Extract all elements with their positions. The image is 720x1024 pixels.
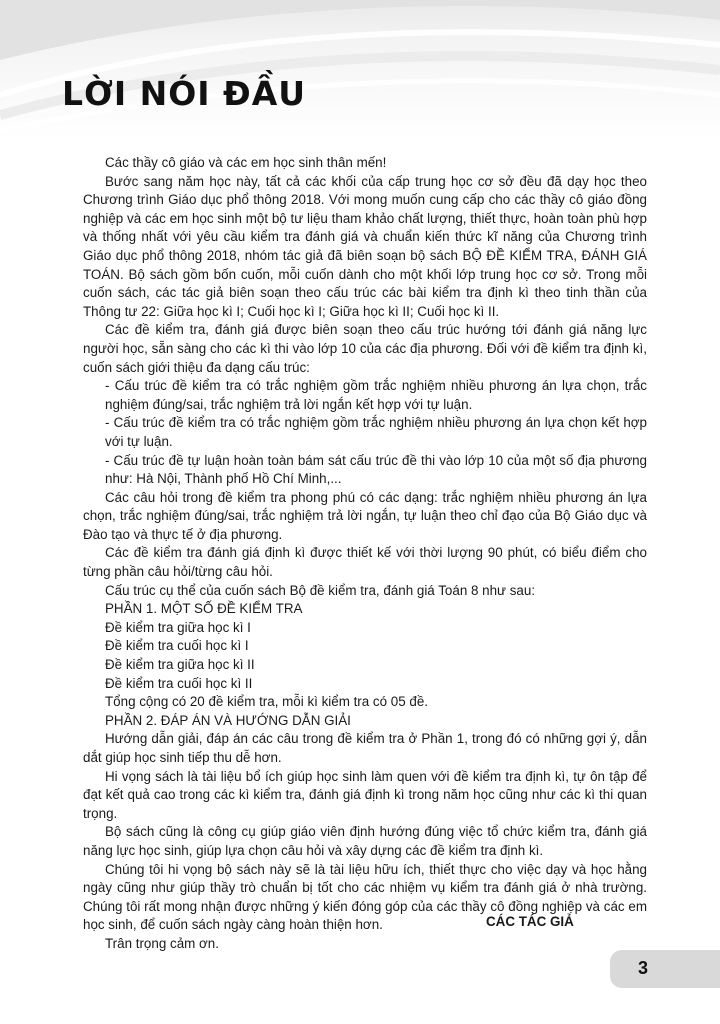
list-item: Đề kiểm tra cuối học kì I [105, 638, 249, 654]
paragraph: Cấu trúc cụ thể của cuốn sách Bộ đề kiểm tra, đánh giá Toán 8 như sau: [105, 582, 536, 598]
paragraph: Các câu hỏi trong đề kiểm tra phong phú có các dạng: trắc nghiệm nhiều phương án lựa chọn, trắc nghiệm đúng/sai, trắc nghiệm trả lời ngắn, tự luận theo chỉ đạo của Bộ Giáo dục và Đào tạo và thực tế ở địa phương. [83, 489, 647, 542]
paragraph: Các đề kiểm tra, đánh giá được biên soạn theo cấu trúc hướng tới đánh giá năng lực người học, sẵn sàng cho các kì thi vào lớp 10 của các địa phương. Đối với đề kiểm tra định kì, cuốn sách giới thiệu đa dạng cấu trúc: [83, 322, 647, 375]
section-heading: PHẦN 2. ĐÁP ÁN VÀ HƯỚNG DẪN GIẢI [105, 712, 351, 728]
section-heading: PHẦN 1. MỘT SỐ ĐỀ KIỂM TRA [105, 601, 303, 617]
list-item: Đề kiểm tra cuối học kì II [105, 675, 253, 691]
page-number-tab [610, 950, 720, 988]
list-item: - Cấu trúc đề tự luận hoàn toàn bám sát cấu trúc đề thi vào lớp 10 của một số địa phương như: Hà Nội, Thành phố Hồ Chí Minh,... [105, 452, 647, 487]
page-number: 3 [637, 958, 648, 978]
list-item: - Cấu trúc đề kiểm tra có trắc nghiệm gồm trắc nghiệm nhiều phương án lựa chọn kết hợp với tự luận. [105, 415, 647, 449]
header-band [0, 0, 720, 140]
body-text [83, 154, 647, 954]
paragraph: Hi vọng sách là tài liệu bổ ích giúp học sinh làm quen với đề kiểm tra định kì, tự ôn tập để đạt kết quả cao trong các kì kiểm tra, đánh giá định kì trong năm học cũng như các kì thi quan trọng. [83, 768, 647, 821]
paragraph-greeting: Các thầy cô giáo và các em học sinh thân mến! [105, 155, 387, 170]
list-item: Đề kiểm tra giữa học kì II [105, 657, 255, 673]
closing-line: Trân trọng cảm ơn. [105, 935, 219, 951]
paragraph: Các đề kiểm tra đánh giá định kì được thiết kế với thời lượng 90 phút, có biểu điểm cho từng phần câu hỏi/từng câu hỏi. [83, 545, 647, 580]
paragraph: Tổng cộng có 20 đề kiểm tra, mỗi kì kiểm tra có 05 đề. [105, 694, 429, 710]
paragraph: Bước sang năm học này, tất cả các khối của cấp trung học cơ sở đều đã dạy học theo Chương trình Giáo dục phổ thông 2018. Với mong muốn cung cấp cho các thầy cô giáo đồng nghiệp và các em học sinh một bộ tư liệu tham khảo chất lượng, thiết thực, hoàn toàn phù hợp và thống nhất với yêu cầu kiểm tra đánh giá và chuẩn kiến thức kĩ năng của Chương trình Giáo dục phổ thông 2018, nhóm tác giả đã biên soạn bộ sách BỘ ĐỀ KIỂM TRA, ĐÁNH GIÁ TOÁN. Bộ sách gồm bốn cuốn, mỗi cuốn dành cho một khối lớp trung học cơ sở. Trong mỗi cuốn sách, các tác giả biên soạn theo cấu trúc các bài kiểm tra định kì theo tinh thần của Thông tư 22: Giữa học kì I; Cuối học kì I; Giữa học kì II; Cuối học kì II. [83, 173, 647, 319]
paragraph: Chúng tôi hi vọng bộ sách này sẽ là tài liệu hữu ích, thiết thực cho việc dạy và học hằng ngày cũng như giúp thầy trò chuẩn bị tốt cho các nhiệm vụ kiểm tra đánh giá ở nhà trường. Chúng tôi rất mong nhận được những ý kiến đóng góp của các thầy cô đồng nghiệp và các em học sinh, để cuốn sách ngày càng hoàn thiện hơn. [83, 861, 647, 933]
signature: CÁC TÁC GIẢ [486, 914, 574, 929]
list-item: Đề kiểm tra giữa học kì I [105, 619, 251, 635]
paragraph: Hướng dẫn giải, đáp án các câu trong đề kiểm tra ở Phần 1, trong đó có những gợi ý, dẫn dắt giúp học sinh tiếp thu dễ hơn. [83, 731, 647, 765]
paragraph: Bộ sách cũng là công cụ giúp giáo viên định hướng đúng việc tổ chức kiểm tra, đánh giá năng lực học sinh, giúp lựa chọn câu hỏi và xây dựng các đề kiểm tra định kì. [83, 824, 647, 858]
page-title: LỜI NÓI ĐẦU [62, 74, 307, 113]
list-item: - Cấu trúc đề kiểm tra có trắc nghiệm gồm trắc nghiệm nhiều phương án lựa chọn, trắc nghiệm đúng/sai, trắc nghiệm trả lời ngắn kết hợp với tự luận. [105, 378, 647, 412]
header-swoosh-decoration [0, 0, 720, 140]
